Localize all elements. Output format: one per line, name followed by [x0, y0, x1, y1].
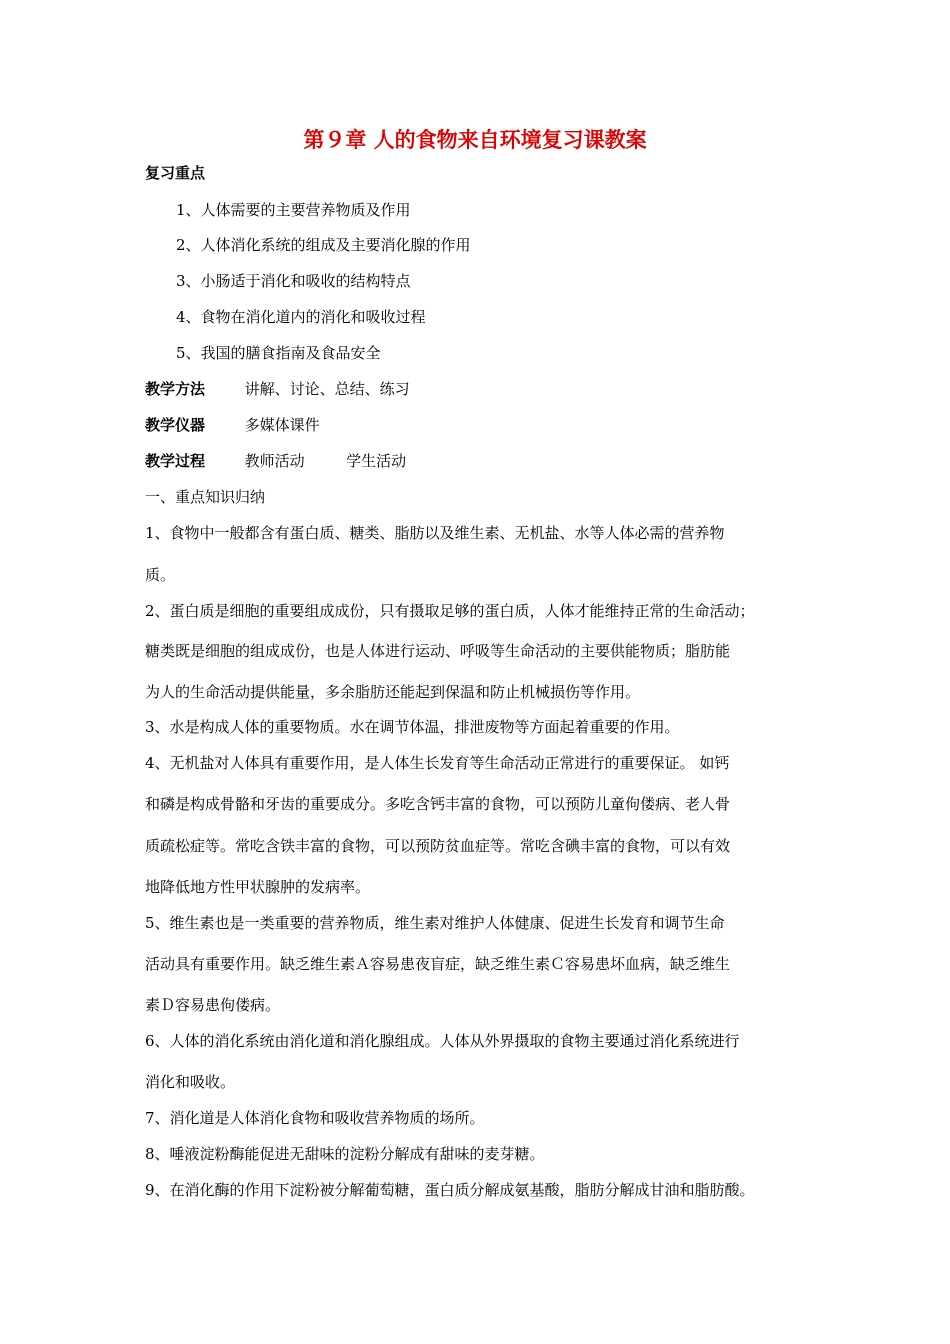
method-label: 教学方法: [145, 380, 206, 398]
review-point: 2、人体消化系统的组成及主要消化腺的作用: [176, 236, 471, 254]
instrument-label: 教学仪器: [145, 416, 206, 434]
paragraph-line: 素Ｄ容易患佝偻病。: [145, 996, 281, 1014]
paragraph-line: 为人的生命活动提供能量，多余脂肪还能起到保温和防止机械损伤等作用。: [145, 683, 641, 701]
review-heading: 复习重点: [145, 164, 206, 182]
paragraph-line: 1、食物中一般都含有蛋白质、糖类、脂肪以及维生素、无机盐、水等人体必需的营养物: [145, 524, 725, 542]
paragraph-line: 8、唾液淀粉酶能促进无甜味的淀粉分解成有甜味的麦芽糖。: [145, 1145, 545, 1163]
paragraph-line: 糖类既是细胞的组成成份，也是人体进行运动、呼吸等生命活动的主要供能物质；脂肪能: [145, 642, 731, 660]
paragraph-line: 质疏松症等。常吃含铁丰富的食物，可以预防贫血症等。常吃含碘丰富的食物，可以有效: [145, 837, 731, 855]
instrument-value: 多媒体课件: [244, 416, 320, 434]
paragraph-line: 消化和吸收。: [145, 1073, 236, 1091]
method-value: 讲解、讨论、总结、练习: [244, 380, 410, 398]
paragraph-line: 地降低地方性甲状腺肿的发病率。: [145, 878, 371, 896]
instrument-row: [145, 415, 320, 435]
process-student: 学生活动: [346, 452, 407, 470]
paragraph-line: 2、蛋白质是细胞的重要组成成份，只有摄取足够的蛋白质，人体才能维持正常的生命活动；: [145, 602, 755, 620]
paragraph-line: 9、在消化酶的作用下淀粉被分解葡萄糖，蛋白质分解成氨基酸，脂肪分解成甘油和脂肪酸。: [145, 1181, 755, 1199]
paragraph-line: 6、人体的消化系统由消化道和消化腺组成。人体从外界摄取的食物主要通过消化系统进行: [145, 1032, 740, 1050]
paragraph-line: 和磷是构成骨骼和牙齿的重要成分。多吃含钙丰富的食物，可以预防儿童佝偻病、老人骨: [145, 795, 731, 813]
section-heading: 一、重点知识归纳: [145, 488, 266, 506]
paragraph-line: 7、消化道是人体消化食物和吸收营养物质的场所。: [145, 1109, 485, 1127]
paragraph-line: 活动具有重要作用。缺乏维生素Ａ容易患夜盲症，缺乏维生素Ｃ容易患坏血病，缺乏维生: [145, 955, 731, 973]
page-title: 第９章 人的食物来自环境复习课教案: [303, 128, 647, 152]
review-point: 1、人体需要的主要营养物质及作用: [176, 201, 411, 219]
paragraph-line: 3、水是构成人体的重要物质。水在调节体温，排泄废物等方面起着重要的作用。: [145, 718, 680, 736]
process-row: [145, 451, 406, 471]
method-row: [145, 379, 410, 399]
paragraph-line: 5、维生素也是一类重要的营养物质，维生素对维护人体健康、促进生长发育和调节生命: [145, 914, 725, 932]
process-teacher: 教师活动: [244, 452, 305, 470]
review-point: 5、我国的膳食指南及食品安全: [176, 344, 381, 362]
process-label: 教学过程: [145, 452, 206, 470]
paragraph-line: 质。: [145, 566, 176, 584]
paragraph-line: 4、无机盐对人体具有重要作用，是人体生长发育等生命活动正常进行的重要保证。 如钙: [145, 754, 730, 772]
review-point: 3、小肠适于消化和吸收的结构特点: [176, 272, 411, 290]
review-point: 4、食物在消化道内的消化和吸收过程: [176, 308, 426, 326]
